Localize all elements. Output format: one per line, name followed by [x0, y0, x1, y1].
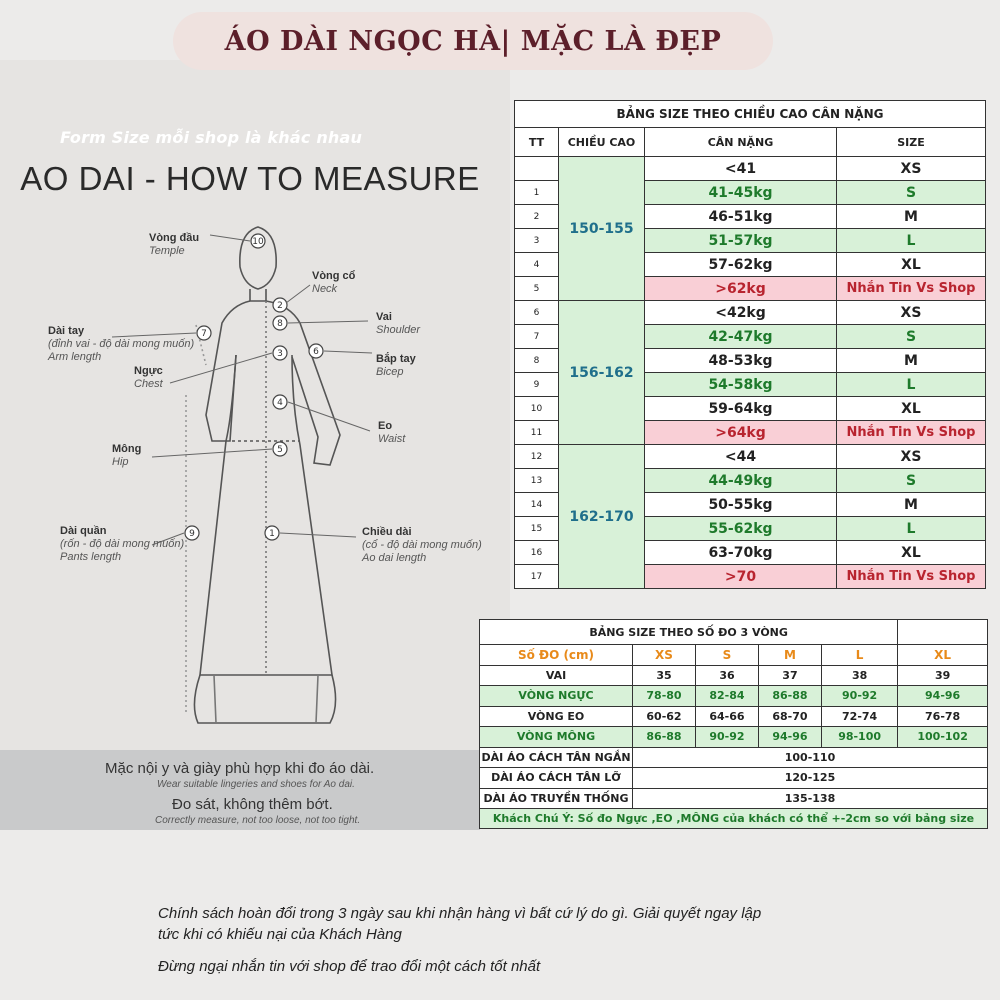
weight-range: 57-62kg [645, 253, 837, 277]
size-value: XS [837, 301, 986, 325]
weight-range: 42-47kg [645, 325, 837, 349]
form-note: Form Size mỗi shop là khác nhau [60, 128, 363, 147]
size-value: XS [837, 157, 986, 181]
measure-value: 37 [758, 665, 821, 686]
measure-label: VÒNG NGỰC [480, 686, 633, 707]
measure-value: 90-92 [821, 686, 897, 707]
svg-text:9: 9 [189, 529, 195, 539]
page-title: ÁO DÀI NGỌC HÀ| MẶC LÀ ĐẸP [173, 12, 773, 70]
measure-value: 35 [633, 665, 696, 686]
row-index: 11 [515, 421, 559, 445]
measure-value: 94-96 [898, 686, 988, 707]
measure-value: 78-80 [633, 686, 696, 707]
label-neck: Vòng cổ Neck [312, 270, 356, 295]
row-index: 2 [515, 205, 559, 229]
header-s: S [695, 645, 758, 666]
label-pants-length: Dài quần (rốn - độ dài mong muốn) Pants length [60, 525, 185, 563]
note-exact: Đo sát, không thêm bớt. [172, 796, 333, 813]
svg-text:4: 4 [277, 398, 283, 408]
weight-range: 63-70kg [645, 541, 837, 565]
table-row [480, 768, 988, 789]
policy-line-3: Đừng ngại nhắn tin với shop để trao đổi một cách tốt nhất [158, 958, 541, 975]
label-bicep: Bắp tay Bicep [376, 353, 416, 378]
length-value: 135-138 [633, 788, 988, 809]
row-index: 8 [515, 349, 559, 373]
height-range: 156-162 [559, 301, 645, 445]
measure-value: 39 [898, 665, 988, 686]
svg-text:6: 6 [313, 347, 319, 357]
header-xl: XL [898, 645, 988, 666]
size-value: Nhắn Tin Vs Shop [837, 421, 986, 445]
weight-range: 46-51kg [645, 205, 837, 229]
measure-value: 68-70 [758, 706, 821, 727]
svg-text:7: 7 [201, 329, 207, 339]
measure-value: 64-66 [695, 706, 758, 727]
size-value: S [837, 181, 986, 205]
measure-value: 76-78 [898, 706, 988, 727]
measure-value: 100-102 [898, 727, 988, 748]
size-value: L [837, 229, 986, 253]
header-xs: XS [633, 645, 696, 666]
weight-range: >64kg [645, 421, 837, 445]
label-waist: Eo Waist [378, 420, 406, 445]
ao-dai-figure-illustration [0, 205, 500, 735]
table-row [480, 747, 988, 768]
weight-range: 54-58kg [645, 373, 837, 397]
row-index: 6 [515, 301, 559, 325]
header-m: M [758, 645, 821, 666]
row-index: 16 [515, 541, 559, 565]
size-by-height-weight-table [514, 100, 986, 589]
row-index: 5 [515, 277, 559, 301]
note-underwear-en: Wear suitable lingeries and shoes for Ao dai. [157, 779, 355, 790]
svg-text:5: 5 [277, 445, 283, 455]
header-size: SIZE [837, 128, 986, 157]
size-value: XL [837, 253, 986, 277]
weight-range: >70 [645, 565, 837, 589]
measure-value: 60-62 [633, 706, 696, 727]
svg-text:1: 1 [269, 529, 275, 539]
empty-cell [898, 620, 988, 645]
weight-range: <42kg [645, 301, 837, 325]
weight-range: 59-64kg [645, 397, 837, 421]
row-index: 13 [515, 469, 559, 493]
weight-range: 41-45kg [645, 181, 837, 205]
header-tt: TT [515, 128, 559, 157]
measure-value: 36 [695, 665, 758, 686]
header-height: CHIỀU CAO [559, 128, 645, 157]
height-range: 150-155 [559, 157, 645, 301]
table-row [515, 301, 986, 325]
row-index: 10 [515, 397, 559, 421]
weight-range: 55-62kg [645, 517, 837, 541]
row-index: 3 [515, 229, 559, 253]
header-l: L [821, 645, 897, 666]
row-index: 7 [515, 325, 559, 349]
table-row [480, 665, 988, 686]
size-value: L [837, 373, 986, 397]
weight-range: <44 [645, 445, 837, 469]
row-index: 1 [515, 181, 559, 205]
measure-value: 72-74 [821, 706, 897, 727]
measure-label: VÒNG MÔNG [480, 727, 633, 748]
row-index: 4 [515, 253, 559, 277]
size-value: XL [837, 397, 986, 421]
table-row [480, 686, 988, 707]
size-value: M [837, 349, 986, 373]
length-label: DÀI ÁO TRUYỀN THỐNG [480, 788, 633, 809]
measure-value: 82-84 [695, 686, 758, 707]
policy-line-1: Chính sách hoàn đổi trong 3 ngày sau khi nhận hàng vì bất cứ lý do gì. Giải quyết ngay lập [158, 905, 762, 922]
header-measure: Số ĐO (cm) [480, 645, 633, 666]
table-row [480, 788, 988, 809]
note-exact-en: Correctly measure, not too loose, not too tight. [155, 815, 361, 826]
table-row [515, 157, 986, 181]
measure-title: AO DAI - HOW TO MEASURE [20, 160, 480, 197]
row-index: 9 [515, 373, 559, 397]
size-value: Nhắn Tin Vs Shop [837, 565, 986, 589]
length-label: DÀI ÁO CÁCH TÂN LỠ [480, 768, 633, 789]
svg-text:3: 3 [277, 349, 283, 359]
measure-value: 86-88 [758, 686, 821, 707]
note-underwear: Mặc nội y và giày phù hợp khi đo áo dài. [105, 760, 375, 777]
table-row [480, 706, 988, 727]
weight-range: 48-53kg [645, 349, 837, 373]
weight-range: 51-57kg [645, 229, 837, 253]
label-ao-dai-length: Chiều dài (cổ - độ dài mong muốn) Ao dai length [362, 526, 482, 564]
row-index: 17 [515, 565, 559, 589]
size-value: Nhắn Tin Vs Shop [837, 277, 986, 301]
label-chest: Ngực Chest [134, 365, 163, 390]
measuring-notes [0, 750, 480, 830]
table-footnote: Khách Chú Ý: Số đo Ngực ,EO ,MÔNG của khách có thể +-2cm so với bảng size [480, 809, 988, 829]
height-range: 162-170 [559, 445, 645, 589]
length-value: 120-125 [633, 768, 988, 789]
svg-text:8: 8 [277, 319, 283, 329]
weight-range: >62kg [645, 277, 837, 301]
table-caption: BẢNG SIZE THEO CHIỀU CAO CÂN NẶNG [515, 101, 986, 128]
length-label: DÀI ÁO CÁCH TÂN NGẮN [480, 747, 633, 768]
size-value: L [837, 517, 986, 541]
length-value: 100-110 [633, 747, 988, 768]
size-by-measurements-table [479, 619, 988, 829]
measure-value: 38 [821, 665, 897, 686]
label-temple: Vòng đầu Temple [149, 232, 200, 257]
table-row [480, 727, 988, 748]
size-value: S [837, 325, 986, 349]
row-index: 15 [515, 517, 559, 541]
label-shoulder: Vai Shoulder [376, 311, 421, 336]
table-caption: BẢNG SIZE THEO SỐ ĐO 3 VÒNG [480, 620, 898, 645]
row-index: 12 [515, 445, 559, 469]
measure-label: VÒNG EO [480, 706, 633, 727]
size-value: S [837, 469, 986, 493]
measure-value: 90-92 [695, 727, 758, 748]
size-value: XL [837, 541, 986, 565]
measure-value: 98-100 [821, 727, 897, 748]
weight-range: <41 [645, 157, 837, 181]
weight-range: 50-55kg [645, 493, 837, 517]
row-index: 14 [515, 493, 559, 517]
row-index [515, 157, 559, 181]
measure-label: VAI [480, 665, 633, 686]
policy-line-2: tức khi có khiếu nại của Khách Hàng [158, 926, 402, 943]
header-weight: CÂN NẶNG [645, 128, 837, 157]
measure-value: 86-88 [633, 727, 696, 748]
svg-text:10: 10 [252, 237, 264, 247]
label-arm-length: Dài tay (đỉnh vai - độ dài mong muốn) Arm length [48, 325, 195, 363]
measure-value: 94-96 [758, 727, 821, 748]
weight-range: 44-49kg [645, 469, 837, 493]
label-hip: Mông Hip [112, 443, 142, 468]
size-value: M [837, 493, 986, 517]
size-value: XS [837, 445, 986, 469]
size-value: M [837, 205, 986, 229]
svg-text:2: 2 [277, 301, 283, 311]
table-row [515, 445, 986, 469]
